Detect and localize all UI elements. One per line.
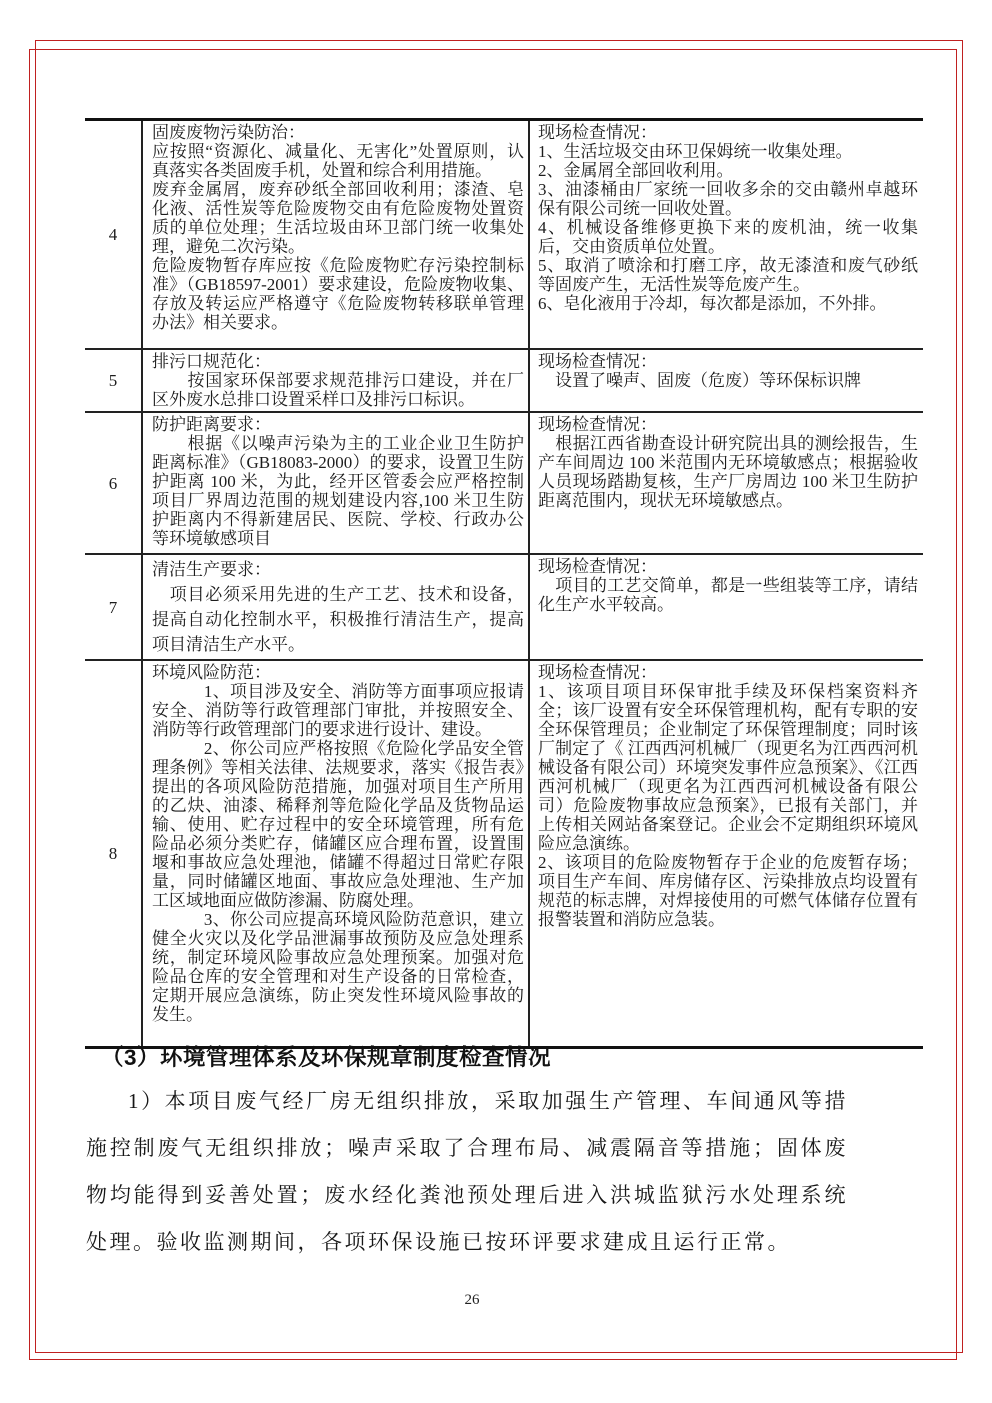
requirement-cell: 环境风险防范： 1、项目涉及安全、消防等方面事项应报请安全、消防等行政管理部门审批，并按照安全、消防等行政管理部门的要求进行设计、建设。 2、你公司应严格按照《危险化学品安全管理条例》等相关法律、法规要求，落实《报告表》提出的各项风险防范措施，加强对项目生产所用的乙炔、油漆、稀释剂等危险化学品及货物品运输、使用、贮存过程中的安全环境管理，所有危险品必须分类贮存，储罐区应合理布置，设置围堰和事故应急处理池，储罐不得超过日常贮存限量，同时储罐区地面、事故应急处理池、生产加工区域地面应做防渗漏、防腐处理。 3、你公司应提高环境风险防范意识，建立健全火灾以及化学品泄漏事故预防及应急处理系统，制定环境风险事故应急处理预案。加强对危险品仓库的安全管理和对生产设备的日常检查，定期开展应急演练，防止突发性环境风险事故的发生。 (143, 661, 530, 1046)
row-number: 8 (85, 661, 143, 1046)
inspection-table (85, 118, 923, 1049)
inspection-cell: 现场检查情况： 1、生活垃圾交由环卫保姆统一收集处理。 2、金属屑全部回收利用。 3、油漆桶由厂家统一回收多余的交由赣州卓越环保有限公司统一回收处置。 4、机械设备维修更换下来的废机油，统一收集后，交由资质单位处置。 5、取消了喷涂和打磨工序，故无漆渣和废气砂纸等固废产生，无活性炭等危废产生。 6、皂化液用于冷却，每次都是添加，不外排。 (538, 123, 918, 313)
row-number: 5 (85, 350, 143, 411)
table-row (85, 555, 923, 661)
table-row (85, 413, 923, 555)
inspection-cell: 现场检查情况： 根据江西省勘查设计研究院出具的测绘报告，生产车间周边 100 米范围内无环境敏感点；根据验收人员现场踏勘复核，生产厂房周边 100 米卫生防护距离范围内，现状无环境敏感点。 (538, 415, 918, 510)
requirement-cell: 固废废物污染防治： 应按照“资源化、减量化、无害化”处置原则，认真落实各类固废手机，处置和综合利用措施。 废弃金属屑，废弃砂纸全部回收利用；漆渣、皂化液、活性炭等危险废物交由有危险废物处置资质的单位处理；生活垃圾由环卫部门统一收集处理，避免二次污染。 危险废物暂存库应按《危险废物贮存污染控制标准》（GB18597-2001）要求建设，危险废物收集、存放及转运应严格遵守《危险废物转移联单管理办法》相关要求。 (143, 121, 530, 348)
table-row (85, 350, 923, 413)
inspection-cell: 现场检查情况： 1、该项目项目环保审批手续及环保档案资料齐全；该厂设置有安全环保管理机构，配有专职的安全环保管理员；企业制定了环保管理制度；同时该厂制定了《 江西西河机械厂（现更名为江西西河机械设备有限公司）环境突发事件应急预案》、《江西西河机械厂（现更名为江西西河机械设备有限公司）危险废物事故应急预案》，已报有关部门，并上传相关网站备案登记。企业会不定期组织环境风险应急演练。 2、该项目的危险废物暂存于企业的危废暂存场；项目生产车间、库房储存区、污染排放点均设置有规范的标志牌，对焊接使用的可燃气体储存位置有报警装置和消防应急装。 (538, 663, 918, 929)
inspection-cell: 现场检查情况： 项目的工艺交简单，都是一些组装等工序，请结化生产水平较高。 (538, 557, 918, 614)
page-number: 26 (464, 1292, 480, 1308)
table-row (85, 121, 923, 350)
requirement-cell: 排污口规范化： 按国家环保部要求规范排污口建设，并在厂区外废水总排口设置采样口及排污口标识。 (143, 350, 530, 411)
inspection-cell: 现场检查情况： 设置了噪声、固废（危废）等环保标识牌 (538, 352, 861, 390)
row-number: 6 (85, 413, 143, 553)
requirement-cell: 清洁生产要求： 项目必须采用先进的生产工艺、技术和设备，提高自动化控制水平，积极推行清洁生产，提高项目清洁生产水平。 (143, 555, 530, 659)
section-paragraph: 1）本项目废气经厂房无组织排放，采取加强生产管理、车间通风等措施控制废气无组织排放；噪声采取了合理布局、减震隔音等措施；固体废物均能得到妥善处置；废水经化粪池预处理后进入洪城监狱污水处理系统处理。验收监测期间，各项环保设施已按环评要求建成且运行正常。 (86, 1089, 848, 1254)
table-row (85, 661, 923, 1046)
requirement-cell: 防护距离要求： 根据《以噪声污染为主的工业企业卫生防护距离标准》（GB18083-2000）的要求，设置卫生防护距离 100 米，为此，经开区管委会应严格控制项目厂界周边范围的规划建设内容,100 米卫生防护距离内不得新建居民、医院、学校、行政办公等环境敏感项目 (143, 413, 530, 553)
row-number: 7 (85, 555, 143, 659)
row-number: 4 (85, 121, 143, 348)
section-heading: （3）环境管理体系及环保规章制度检查情况 (101, 1045, 552, 1070)
